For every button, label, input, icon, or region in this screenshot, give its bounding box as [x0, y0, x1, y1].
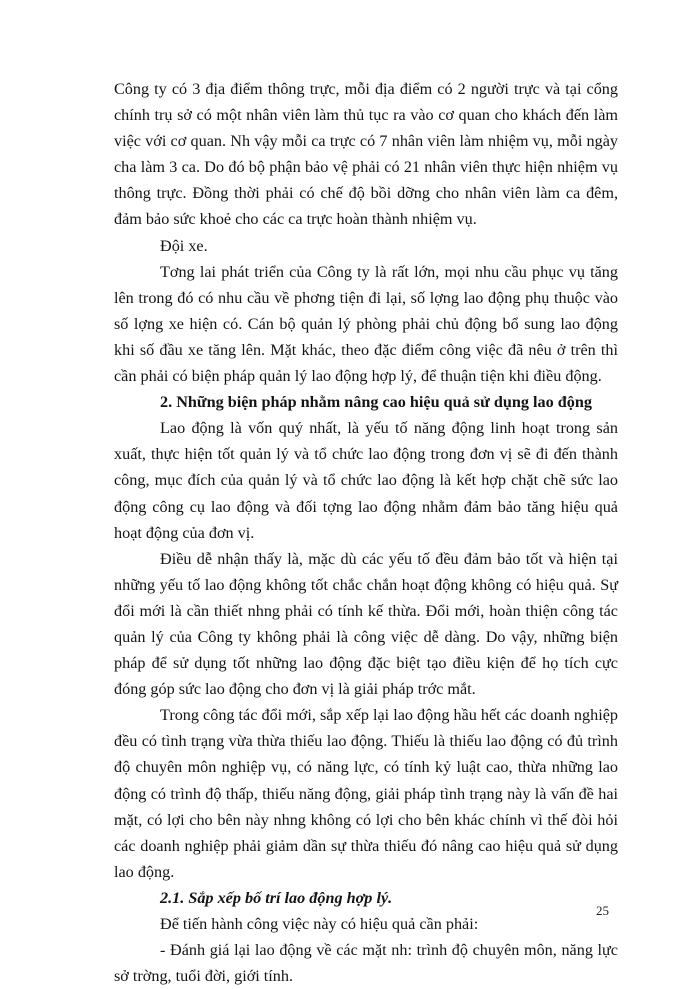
- paragraph-vehicle-team-label: Đội xe.: [160, 236, 208, 255]
- paragraph-requirements-intro: Để tiến hành công việc này có hiệu quả cần phải:: [160, 915, 479, 933]
- paragraph-security-staffing: Công ty có 3 địa điểm thông trực, mỗi địa điểm có 2 người trực và tại cổng chính trụ sở có một nhân viên làm thủ tục ra vào cơ quan cho khách đến làm việc với cơ quan. Nh vậy mỗi ca trực có 7 nhân viên làm nhiệm vụ, mỗi ngày cha làm 3 ca. Do đó bộ phận bảo vệ phải có 21 nhân viên thực hiện nhiệm vụ thông trực. Đồng thời phải có chế độ bồi dỡng cho nhân viên làm ca đêm, đảm bảo sức khoẻ cho các ca trực hoàn thành nhiệm vụ.: [114, 80, 618, 229]
- page-number: 25: [596, 903, 609, 918]
- paragraph-innovation: Điều dễ nhận thấy là, mặc dù các yếu tố đều đảm bảo tốt và hiện tại những yếu tố lao động không tốt chắc chắn hoạt động không có hiệu quả. Sự đổi mới là cần thiết nhng phải có tính kế thừa. Đổi mới, hoàn thiện công tác quản lý của Công ty không phải là công việc dễ dàng. Do vậy, những biện pháp để sử dụng tốt những lao động đặc biệt tạo điều kiện để họ tích cực đóng góp sức lao động cho đơn vị là giải pháp trớc mắt.: [114, 549, 618, 699]
- list-item-reevaluate-labor: - Đánh giá lại lao động về các mặt nh: trình độ chuyên môn, năng lực sở trờng, tuổi đời, giới tính.: [114, 941, 618, 986]
- paragraph-vehicle-team: Tơng lai phát triển của Công ty là rất lớn, mọi nhu cầu phục vụ tăng lên trong đó có nhu cầu về phơng tiện đi lại, số lợng lao động phụ thuộc vào số lợng xe hiện có. Cán bộ quản lý phòng phải chủ động bổ sung lao động khi số đầu xe tăng lên. Mặt khác, theo đặc điểm công việc đã nêu ở trên thì cần phải có biện pháp quản lý lao động hợp lý, để thuận tiện khi điều động.: [114, 262, 618, 386]
- subsection-heading-2-1: 2.1. Sắp xếp bố trí lao động hợp lý.: [160, 888, 393, 907]
- section-heading-2: 2. Những biện pháp nhằm nâng cao hiệu quả sử dụng lao động: [160, 393, 592, 412]
- paragraph-labor-value: Lao động là vốn quý nhất, là yếu tố năng động linh hoạt trong sản xuất, thực hiện tốt quản lý và tổ chức lao động trong đơn vị sẽ đi đến thành công, mục đích của quản lý và tổ chức lao động là kết hợp chặt chẽ sức lao động công cụ lao động và đối tợng lao động nhằm đảm bảo tăng hiệu quả hoạt động của đơn vị.: [114, 419, 618, 542]
- body-text: [114, 76, 618, 989]
- paragraph-restructuring: Trong công tác đổi mới, sắp xếp lại lao động hầu hết các doanh nghiệp đều có tình trạng vừa thừa thiếu lao động. Thiếu là thiếu lao động có đủ trình độ chuyên môn nghiệp vụ, có năng lực, có tính kỷ luật cao, thừa những lao động có trình độ thấp, thiếu năng động, giải pháp tình trạng này là vấn đề hai mặt, có lợi cho bên này nhng không có lợi cho bên khác chính vì thế đòi hỏi các doanh nghiệp phải giảm dần sự thừa thiếu đó nâng cao hiệu quả sử dụng lao động.: [114, 706, 618, 881]
